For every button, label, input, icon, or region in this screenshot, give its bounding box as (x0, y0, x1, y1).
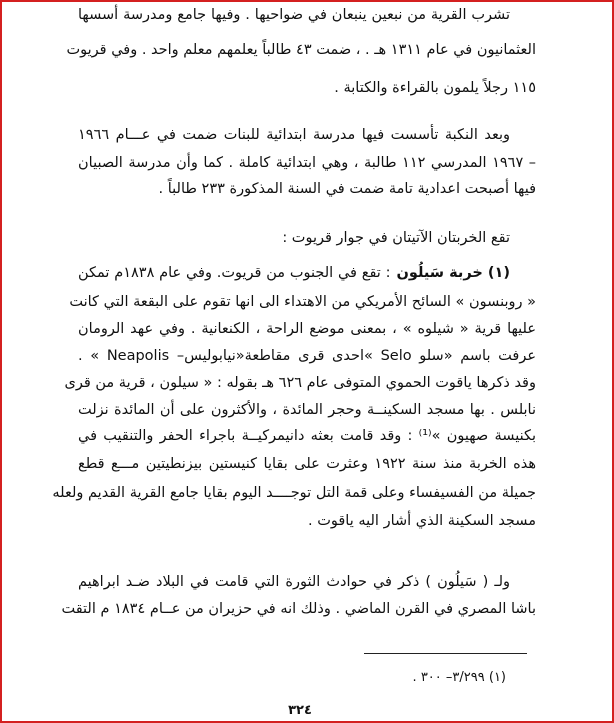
text-line: نابلس . بها مسجد السكينــة وحجر المائدة ، والأكثرون على أن المائدة نزلت (78, 402, 536, 418)
text-line: هذه الخربة منذ سنة ١٩٢٢ وعثرت على بقايا كنيستين بيزنطيتين مـــع قطع (78, 456, 536, 472)
text-line: مسجد السكينة الذي أشار اليه ياقوت . (308, 513, 536, 529)
text-line: وقد ذكرها ياقوت الحموي المتوفى عام ٦٢٦ هـ بقوله : « سيلون ، قرية من قرى (64, 375, 536, 391)
text-line: عليها قرية « شيلوه » ، بمعنى موضع الراحة ، الكنعانية . وفي عهد الرومان (78, 321, 536, 337)
text-line: جميلة من الفسيفساء وعلى قمة التل توجــــد اليوم بقايا جامع القرية القديم ولعله (52, 485, 536, 501)
footnote: (١) ٣/٢٩٩– ٣٠٠ . (412, 670, 506, 685)
text-line: – ١٩٦٧ المدرسي ١١٢ طالبة ، وهي ابتدائية كاملة . كما وأن مدرسة الصبيان (78, 155, 537, 171)
text-line (78, 263, 536, 283)
text-line: عرفت باسم «سلو Selo »احدى قرى مقاطعة«نيابوليس– Neapolis » . (78, 348, 536, 364)
footnote-divider (364, 653, 527, 654)
section-intro: تقع الخربتان الآتيتان في جوار قريوت : (282, 230, 510, 246)
text-line: ١١٥ رجلاً يلمون بالقراءة والكتابة . (334, 80, 536, 96)
text-line: باشا المصري في القرن الماضي . وذلك انه في حزيران من عــام ١٨٣٤ م التقت (61, 601, 536, 617)
text-line: « روبنسون » السائح الأمريكي من الاهتداء الى انها تقوم على البقعة التي كانت (69, 294, 536, 310)
text-line: ولـ ( سَيلُون ) ذكر في حوادث الثورة التي قامت في البلاد ضـد ابراهيم (78, 574, 510, 590)
text-line: تشرب القرية من نبعين ينبعان في ضواحيها . وفيها جامع ومدرسة أسسها (78, 7, 510, 23)
text-line: وبعد النكبة تأسست فيها مدرسة ابتدائية للبنات ضمت في عـــام ١٩٦٦ (78, 127, 510, 143)
text-line: بكنيسة صهيون »⁽¹⁾ : وقد قامت بعثه دانيمركيــة باجراء الحفر والتنقيب في (78, 428, 536, 444)
text-line: فيها أصبحت اعدادية تامة ضمت في السنة المذكورة ٢٣٣ طالباً . (158, 181, 536, 197)
entry-heading: (١) خربة سَيلُون (396, 265, 510, 281)
text-line: العثمانيون في عام ١٣١١ هـ . ، ضمت ٤٣ طالباً يعلمهم معلم واحد . وفي قريوت (66, 42, 536, 58)
page-number: ٣٢٤ (288, 703, 312, 718)
entry-text: : تقع في الجنوب من قريوت. وفي عام ١٨٣٨م تمكن (78, 265, 391, 281)
